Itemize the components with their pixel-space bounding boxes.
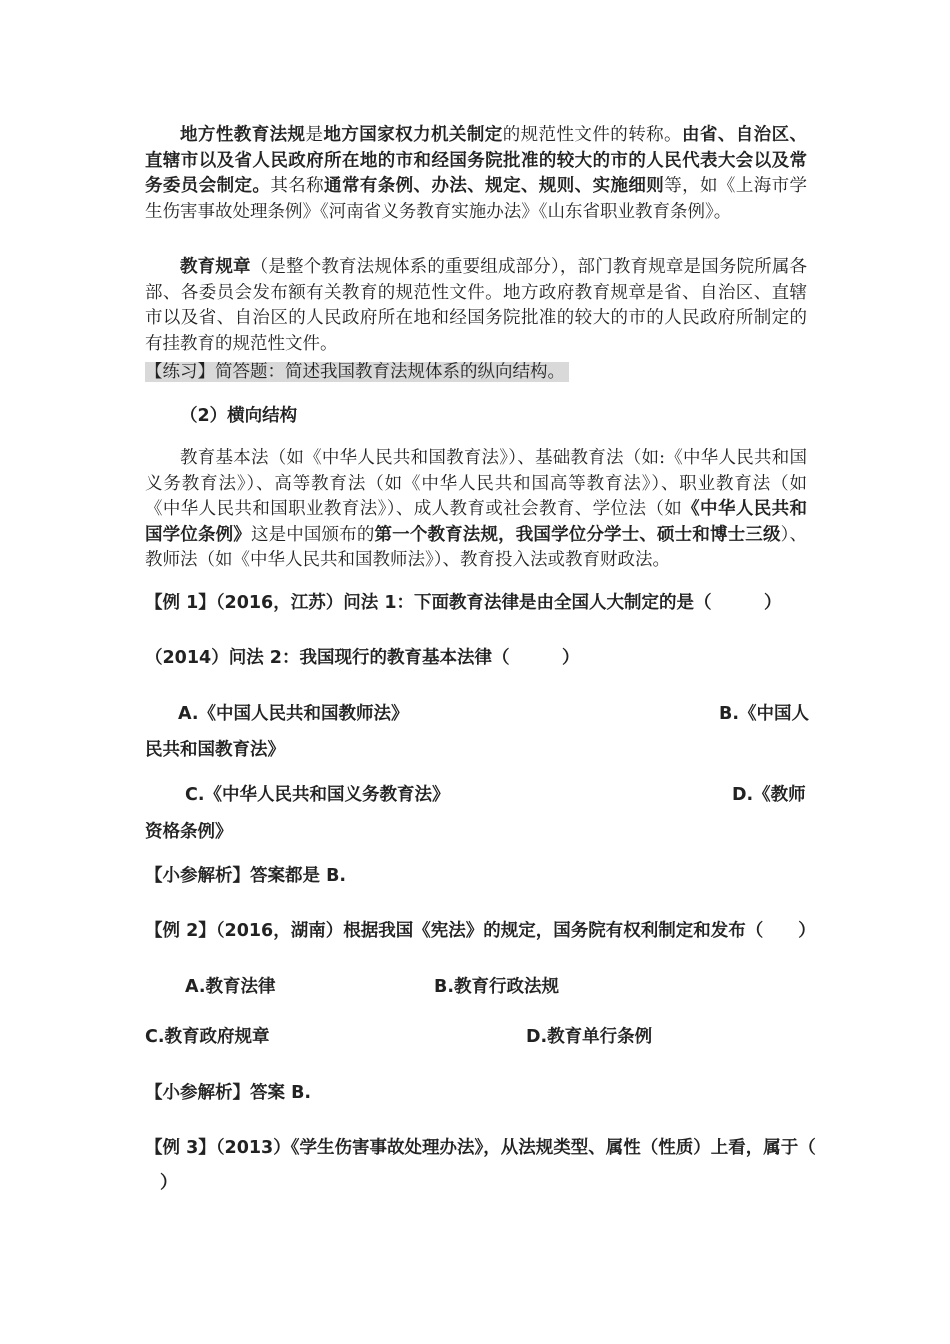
example1-question1: 【例 1】（2016，江苏）问法 1：下面教育法律是由全国人大制定的是（ ） xyxy=(145,593,782,613)
paragraph-local-regulations xyxy=(145,123,807,225)
example1-option-d-part1: D.《教师 xyxy=(732,785,806,805)
heading-horizontal-structure: （2）横向结构 xyxy=(180,406,298,426)
text-fragment: 这是中国颁布的 xyxy=(250,524,375,545)
text-fragment: （是整个教育法规体系的重要组成部分），部门教育规章是国务院所属各部、各委员会发布额有关教育的规范性文件。地方政府教育规章是省、自治区、直辖市以及省、自治区的人民政府所在地和经国务院批准的较大的市的人民政府所制定的有挂教育的规范性文件。 xyxy=(145,257,808,354)
example2-question: 【例 2】（2016，湖南）根据我国《宪法》的规定，国务院有权利制定和发布（ ） xyxy=(145,921,816,941)
example2-option-b: B.教育行政法规 xyxy=(434,977,559,997)
example1-option-b-part2: 民共和国教育法》 xyxy=(145,740,285,760)
example1-option-a: A.《中国人民共和国教师法》 xyxy=(178,704,409,724)
text-fragment: 是 xyxy=(305,125,324,145)
example3-question-line1: 【例 3】（2013）《学生伤害事故处理办法》，从法规类型、属性（性质）上看，属于（ xyxy=(145,1138,816,1158)
example2-analysis: 【小参解析】答案 B. xyxy=(145,1083,312,1103)
text-fragment: 其名称 xyxy=(270,176,325,196)
example3-question-line2: ） xyxy=(160,1173,178,1193)
example1-option-d-part2: 资格条例》 xyxy=(145,822,233,842)
paragraph-horizontal-structure xyxy=(145,446,807,574)
text-fragment: 的规范性文件的转称。 xyxy=(502,125,682,145)
term-local-regulations: 地方性教育法规 xyxy=(180,125,306,145)
term-degree-regulations: 《中华人民共和国学位条例》 xyxy=(145,499,808,545)
term-names: 通常有条例、办法、规定、规则、实施细则 xyxy=(324,176,665,196)
term-local-authority: 地方国家权力机关制定 xyxy=(323,125,503,145)
example2-option-a: A.教育法律 xyxy=(185,977,276,997)
example2-option-c: C.教育政府规章 xyxy=(145,1027,270,1047)
term-education-rules: 教育规章 xyxy=(180,257,251,277)
text-fragment: 等，如《上海市学生伤害事故处理条例》《河南省义务教育实施办法》《山东省职业教育条例》。 xyxy=(145,176,808,222)
example1-analysis: 【小参解析】答案都是 B. xyxy=(145,866,347,886)
paragraph-education-rules xyxy=(145,255,807,357)
example2-option-d: D.教育单行条例 xyxy=(526,1027,653,1047)
text-fragment: 教育基本法（如《中华人民共和国教育法》）、基础教育法（如:《中华人民共和国义务教育法》）、高等教育法（如《中华人民共和国高等教育法》）、职业教育法（如《中华人民共和国职业教育法》）、成人教育或社会教育、学位法（如 xyxy=(145,448,807,519)
term-first-law: 第一个教育法规，我国学位分学士、硕士和博士三级 xyxy=(374,524,781,545)
example1-question2: （2014）问法 2：我国现行的教育基本法律（ ） xyxy=(145,648,580,668)
example1-option-c: C.《中华人民共和国义务教育法》 xyxy=(185,785,450,805)
example1-option-b-part1: B.《中国人 xyxy=(719,704,809,724)
exercise-highlight: 【练习】简答题：简述我国教育法规体系的纵向结构。 xyxy=(145,362,569,382)
text-fragment: ）、教师法（如《中华人民共和国教师法》）、教育投入法或教育财政法。 xyxy=(145,524,808,570)
exercise-line xyxy=(145,360,569,385)
text-enactment: 由省、自治区、直辖市以及省人民政府所在地的市和经国务院批准的较大的市的人民代表大会以及常务委员会制定。 xyxy=(145,125,808,196)
